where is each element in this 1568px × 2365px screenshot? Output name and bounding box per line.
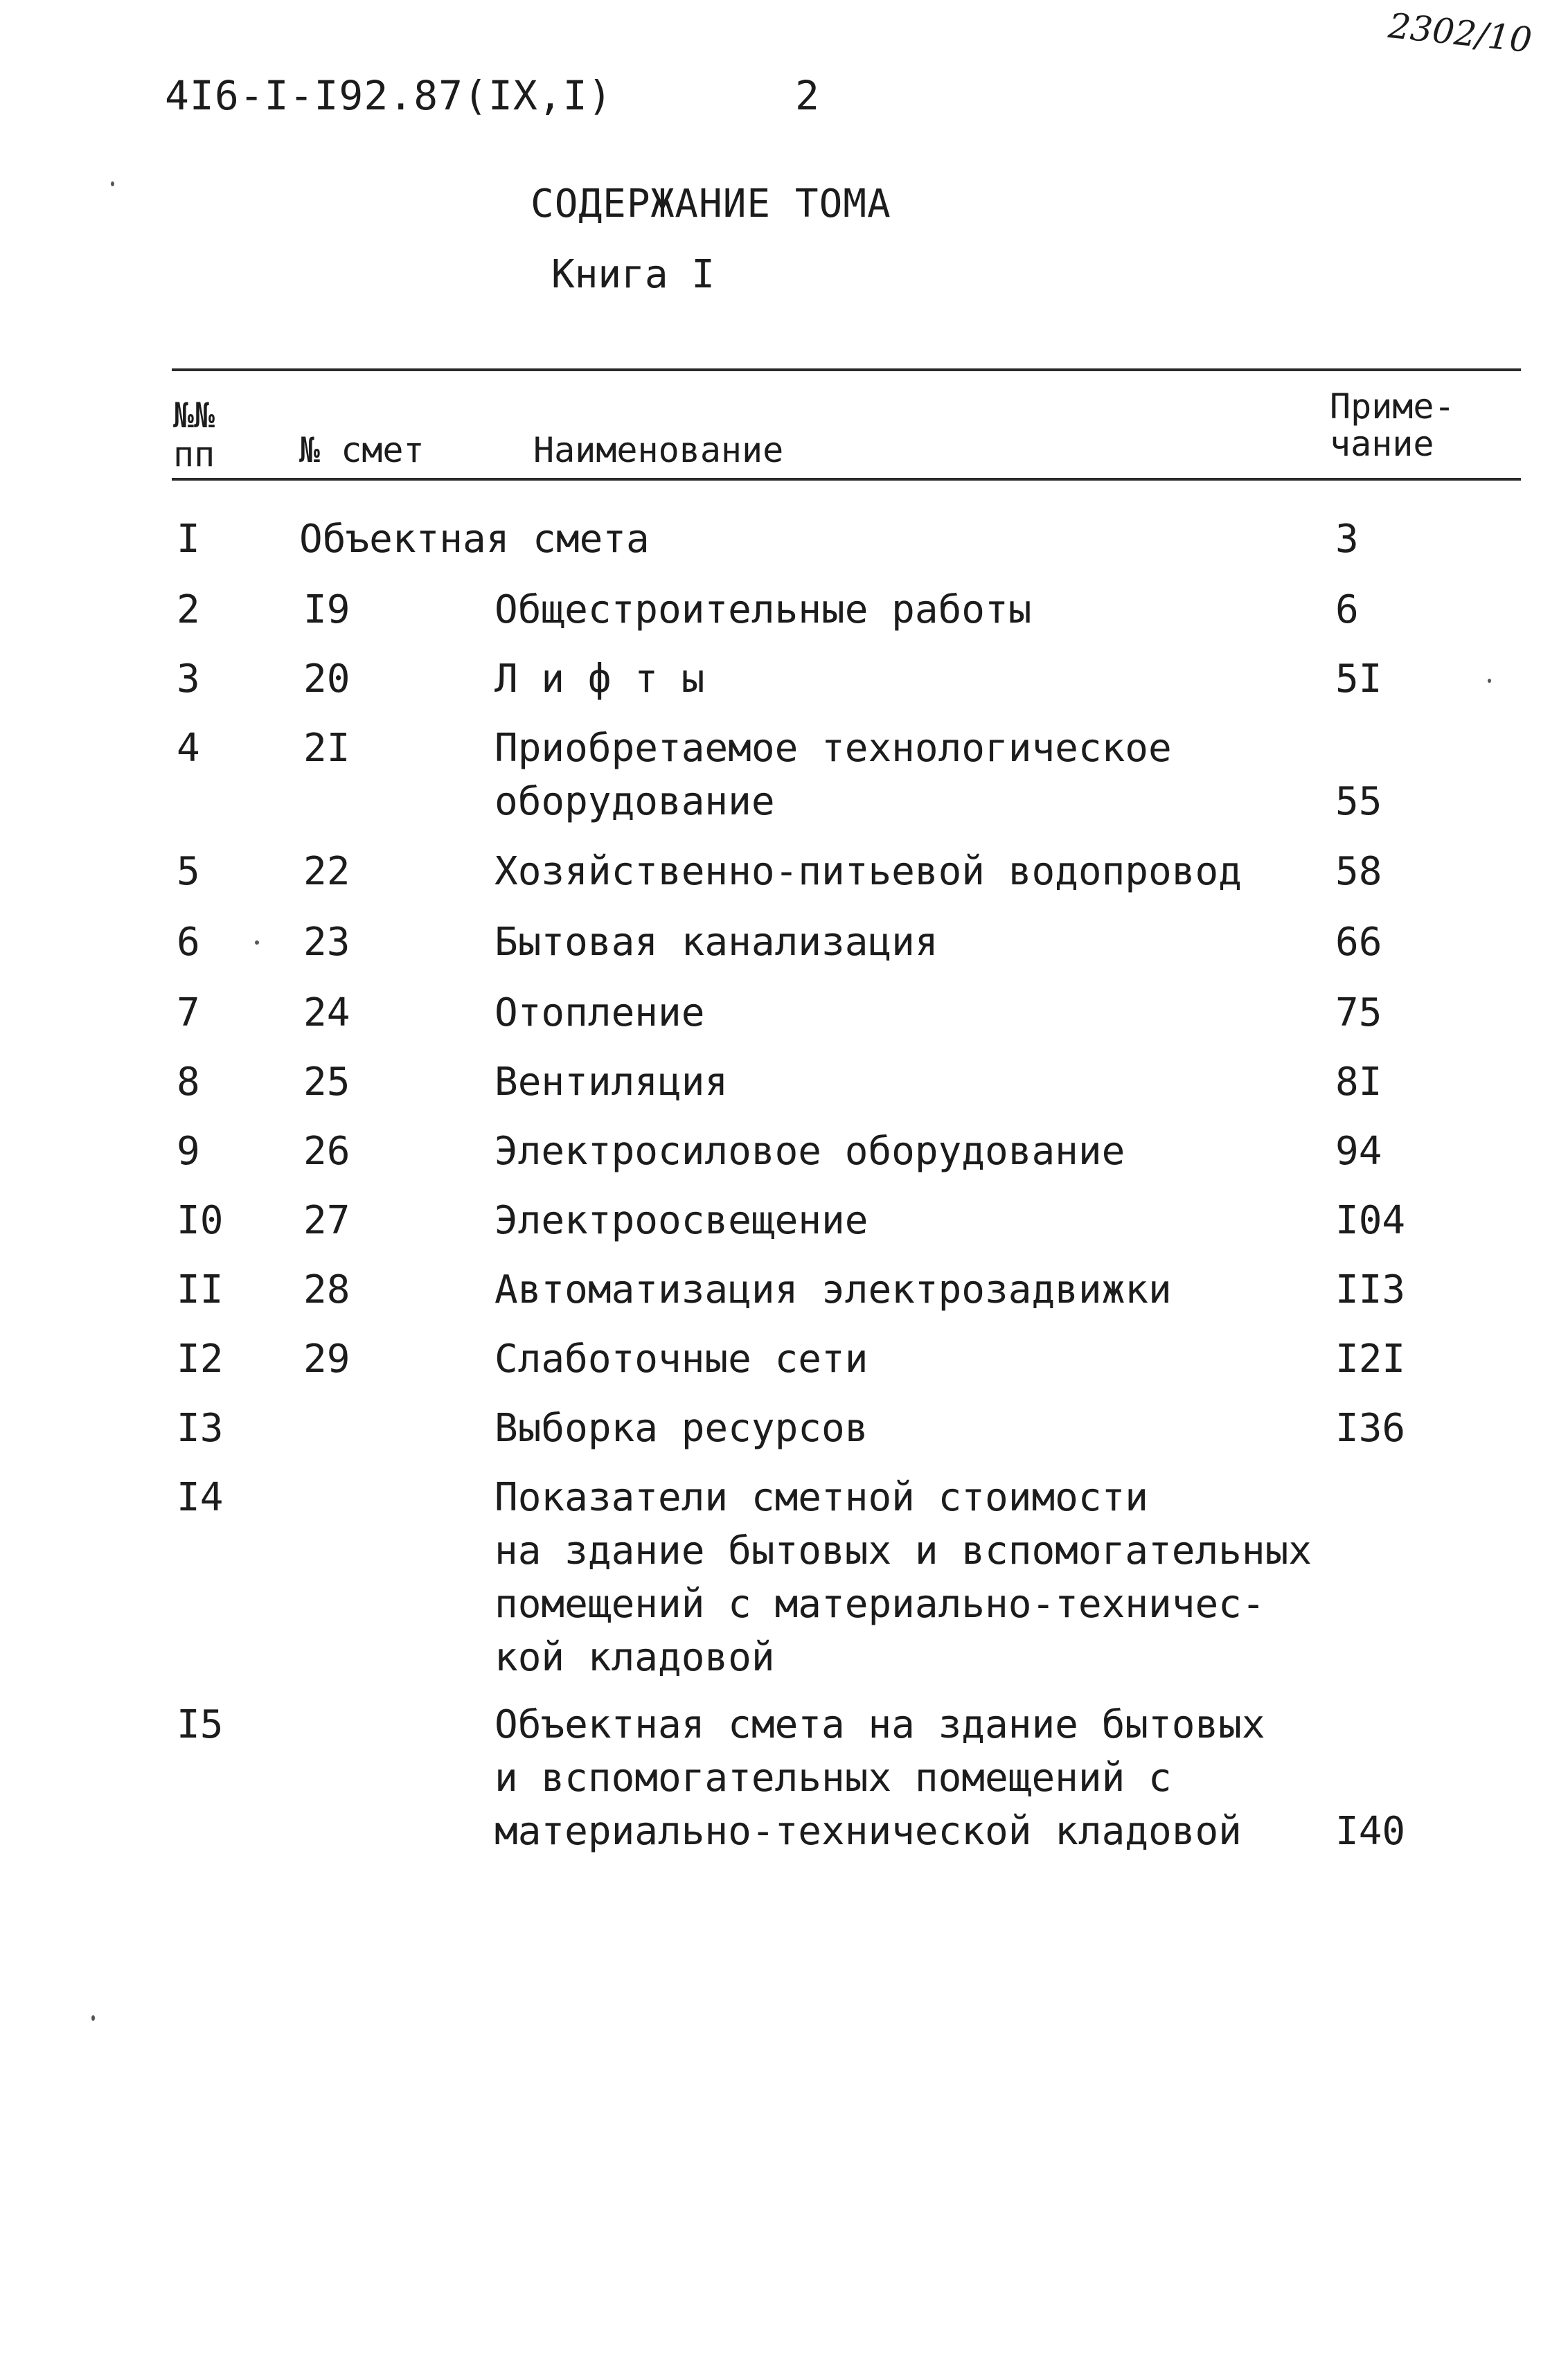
- archive-handwritten-mark: 2302/10: [1386, 6, 1534, 61]
- row-page-reference: 55: [1335, 779, 1382, 824]
- page-number: 2: [795, 72, 819, 119]
- row-estimate-number: I9: [303, 587, 350, 632]
- table-header-rule: [172, 478, 1521, 481]
- row-title: Объектная смета: [299, 517, 650, 562]
- row-number: I4: [177, 1475, 224, 1520]
- row-estimate-number: 29: [303, 1337, 350, 1382]
- row-number: 2: [177, 587, 200, 632]
- row-title: Хозяйственно-питьевой водопровод: [495, 849, 1242, 894]
- column-header-name: Наименование: [533, 430, 784, 470]
- row-number: I2: [177, 1337, 224, 1382]
- row-page-reference: I36: [1335, 1406, 1406, 1451]
- row-estimate-number: 25: [303, 1060, 350, 1105]
- column-header-note: Приме- чание: [1330, 386, 1455, 464]
- row-estimate-number: 24: [303, 990, 350, 1035]
- row-number: II: [177, 1267, 224, 1312]
- row-title: Выборка ресурсов: [495, 1406, 868, 1451]
- row-number: 4: [177, 726, 200, 771]
- row-number: I3: [177, 1406, 224, 1451]
- table-top-rule: [172, 368, 1521, 371]
- row-number: 6: [177, 920, 200, 965]
- row-title: Бытовая канализация: [495, 920, 938, 965]
- row-title: Слаботочные сети: [495, 1337, 868, 1382]
- row-number: 8: [177, 1060, 200, 1105]
- column-header-estimate: № смет: [299, 430, 425, 470]
- column-header-number: №№ пп: [173, 395, 215, 474]
- row-number: I5: [177, 1702, 224, 1747]
- row-page-reference: II3: [1335, 1267, 1406, 1312]
- row-estimate-number: 27: [303, 1198, 350, 1243]
- document-title: СОДЕРЖАНИЕ ТОМА: [531, 181, 891, 226]
- row-title: Электросиловое оборудование: [495, 1129, 1125, 1174]
- document-subtitle: Книга I: [551, 252, 715, 297]
- row-title: Автоматизация электрозадвижки: [495, 1267, 1172, 1312]
- row-number: 9: [177, 1129, 200, 1174]
- scan-speck: [1488, 679, 1491, 683]
- row-title: Отопление: [495, 990, 705, 1035]
- scan-speck: [91, 2015, 95, 2021]
- row-page-reference: 5I: [1335, 657, 1382, 702]
- row-title: Объектная смета на здание бытовых и вспомогательных помещений с материально-технической кладовой: [495, 1702, 1265, 1854]
- row-estimate-number: 22: [303, 849, 350, 894]
- row-estimate-number: 2I: [303, 726, 350, 771]
- row-title: Приобретаемое технологическое оборудование: [495, 726, 1172, 824]
- row-page-reference: 8I: [1335, 1060, 1382, 1105]
- row-page-reference: I2I: [1335, 1337, 1406, 1382]
- row-page-reference: 58: [1335, 849, 1382, 894]
- row-page-reference: 75: [1335, 990, 1382, 1035]
- row-title: Общестроительные работы: [495, 587, 1032, 632]
- row-estimate-number: 23: [303, 920, 350, 965]
- row-number: I0: [177, 1198, 224, 1243]
- row-estimate-number: 26: [303, 1129, 350, 1174]
- row-page-reference: 66: [1335, 920, 1382, 965]
- row-page-reference: 6: [1335, 587, 1359, 632]
- row-number: 7: [177, 990, 200, 1035]
- row-number: I: [177, 517, 200, 562]
- row-page-reference: I04: [1335, 1198, 1406, 1243]
- row-number: 5: [177, 849, 200, 894]
- scan-speck: [111, 181, 114, 186]
- row-estimate-number: 28: [303, 1267, 350, 1312]
- row-title: Вентиляция: [495, 1060, 729, 1105]
- row-page-reference: 3: [1335, 517, 1359, 562]
- scan-speck: [255, 940, 259, 945]
- row-title: Л и ф т ы: [495, 657, 705, 702]
- row-title: Электроосвещение: [495, 1198, 868, 1243]
- row-title: Показатели сметной стоимости на здание бытовых и вспомогательных помещений с материально-техничес- кой кладовой: [495, 1475, 1312, 1680]
- document-code: 4I6-I-I92.87(IX,I): [165, 72, 613, 119]
- row-page-reference: I40: [1335, 1809, 1406, 1854]
- row-number: 3: [177, 657, 200, 702]
- row-estimate-number: 20: [303, 657, 350, 702]
- row-page-reference: 94: [1335, 1129, 1382, 1174]
